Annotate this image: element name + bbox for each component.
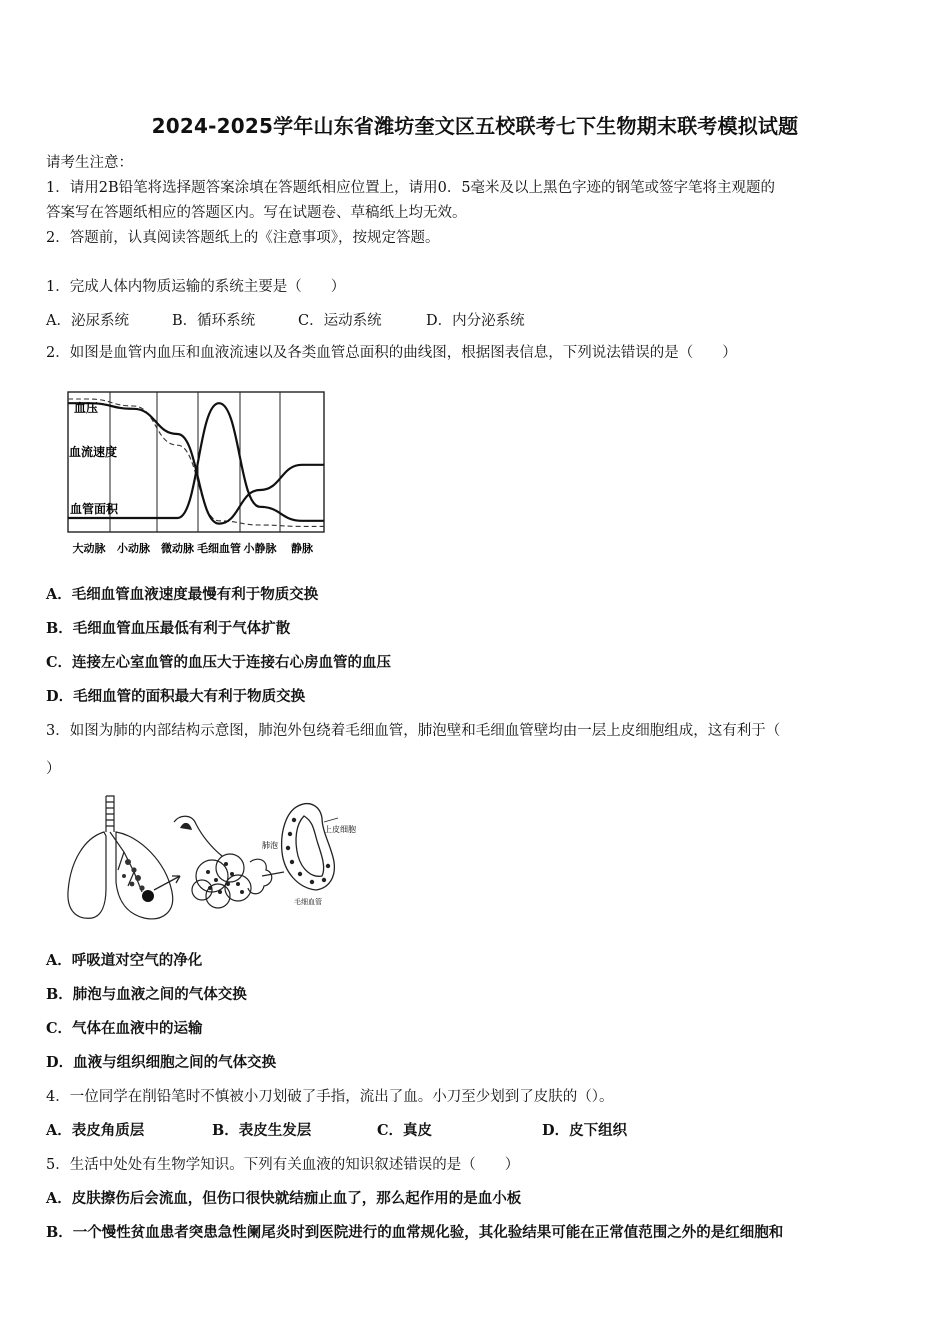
label-speed: 血流速度 <box>69 445 118 459</box>
q4-option-d: D．皮下组织 <box>542 1122 628 1139</box>
chart-x-label: 小静脉 <box>243 542 277 555</box>
figure-label-alveolus: 肺泡 <box>262 841 278 850</box>
label-area: 血管面积 <box>70 502 119 516</box>
figure-label-epithelium: 上皮细胞 <box>324 825 356 834</box>
figure-label-capillary: 毛细血管 <box>294 898 322 906</box>
q3-stem-line-1: 3．如图为肺的内部结构示意图，肺泡外包绕着毛细血管，肺泡壁和毛细血管壁均由一层上皮细胞组成，这有利于（ <box>46 723 781 739</box>
q1-option-a: A．泌尿系统 <box>46 313 129 329</box>
chart-x-label: 微动脉 <box>161 542 194 555</box>
notice-item-2: 2．答题前，认真阅读答题纸上的《注意事项》，按规定答题。 <box>46 230 440 246</box>
chart-x-label: 毛细血管 <box>197 542 241 555</box>
q4-stem: 4．一位同学在削铅笔时不慎被小刀划破了手指，流出了血。小刀至少划到了皮肤的（）。 <box>46 1089 614 1105</box>
q3-option-a: A．呼吸道对空气的净化 <box>46 952 203 969</box>
page-title: 2024-2025学年山东省潍坊奎文区五校联考七下生物期末联考模拟试题 <box>151 114 799 138</box>
notice-heading: 请考生注意： <box>46 155 133 171</box>
q4-option-a: A．表皮角质层 <box>46 1122 145 1139</box>
blood-vessel-chart <box>62 386 334 564</box>
q1-options <box>46 311 525 331</box>
notice-item-1-line-1: 1．请用2B铅笔将选择题答案涂填在答题纸相应位置上，请用0．5毫米及以上黑色字迹的钢笔或签字笔将主观题的 <box>46 180 776 196</box>
label-pressure: 血压 <box>74 401 99 415</box>
bronchiole-icon <box>180 823 192 830</box>
q4-options <box>46 1121 627 1141</box>
bronchial-tree <box>122 859 154 902</box>
q2-stem: 2．如图是血管内血压和血液流速以及各类血管总面积的曲线图，根据图表信息，下列说法错误的是（ ） <box>46 345 737 361</box>
chart-x-label: 静脉 <box>291 542 313 555</box>
q2-option-c: C．连接左心室血管的血压大于连接右心房血管的血压 <box>46 654 392 671</box>
chart-x-labels <box>73 541 314 555</box>
q2-option-d: D．毛细血管的面积最大有利于物质交换 <box>46 688 306 705</box>
lung-structure-figure <box>62 792 372 924</box>
q2-option-b: B．毛细血管血压最低有利于气体扩散 <box>46 620 291 637</box>
q5-option-b: B．一个慢性贫血患者突患急性阑尾炎时到医院进行的血常规化验，其化验结果可能在正常值范围之外的是红细胞和 <box>46 1224 784 1241</box>
q4-option-b: B．表皮生发层 <box>212 1122 312 1139</box>
label-pointer <box>324 818 338 822</box>
q1-option-b: B．循环系统 <box>172 313 256 329</box>
alveoli-cluster <box>174 816 272 908</box>
q4-option-c: C．真皮 <box>377 1122 433 1139</box>
notice-item-1-line-2: 答案写在答题纸相应的答题区内。写在试题卷、草稿纸上均无效。 <box>46 205 467 221</box>
chart-x-label: 小动脉 <box>117 542 150 555</box>
q3-stem-line-2: ） <box>46 761 61 777</box>
q2-option-a: A．毛细血管血液速度最慢有利于物质交换 <box>46 586 319 603</box>
chart-x-label: 大动脉 <box>72 542 106 555</box>
q1-option-d: D．内分泌系统 <box>426 313 525 329</box>
q1-stem: 1．完成人体内物质运输的系统主要是（ ） <box>46 279 346 295</box>
q3-option-b: B．肺泡与血液之间的气体交换 <box>46 986 247 1003</box>
arrow-icon <box>262 872 284 876</box>
trachea-drawing <box>68 796 173 919</box>
q3-option-c: C．气体在血液中的运输 <box>46 1020 203 1037</box>
q5-stem: 5．生活中处处有生物学知识。下列有关血液的知识叙述错误的是（ ） <box>46 1157 520 1173</box>
q1-option-c: C．运动系统 <box>298 313 382 329</box>
q3-option-d: D．血液与组织细胞之间的气体交换 <box>46 1054 277 1071</box>
q5-option-a: A．皮肤擦伤后会流血，但伤口很快就结痂止血了，那么起作用的是血小板 <box>46 1190 522 1207</box>
